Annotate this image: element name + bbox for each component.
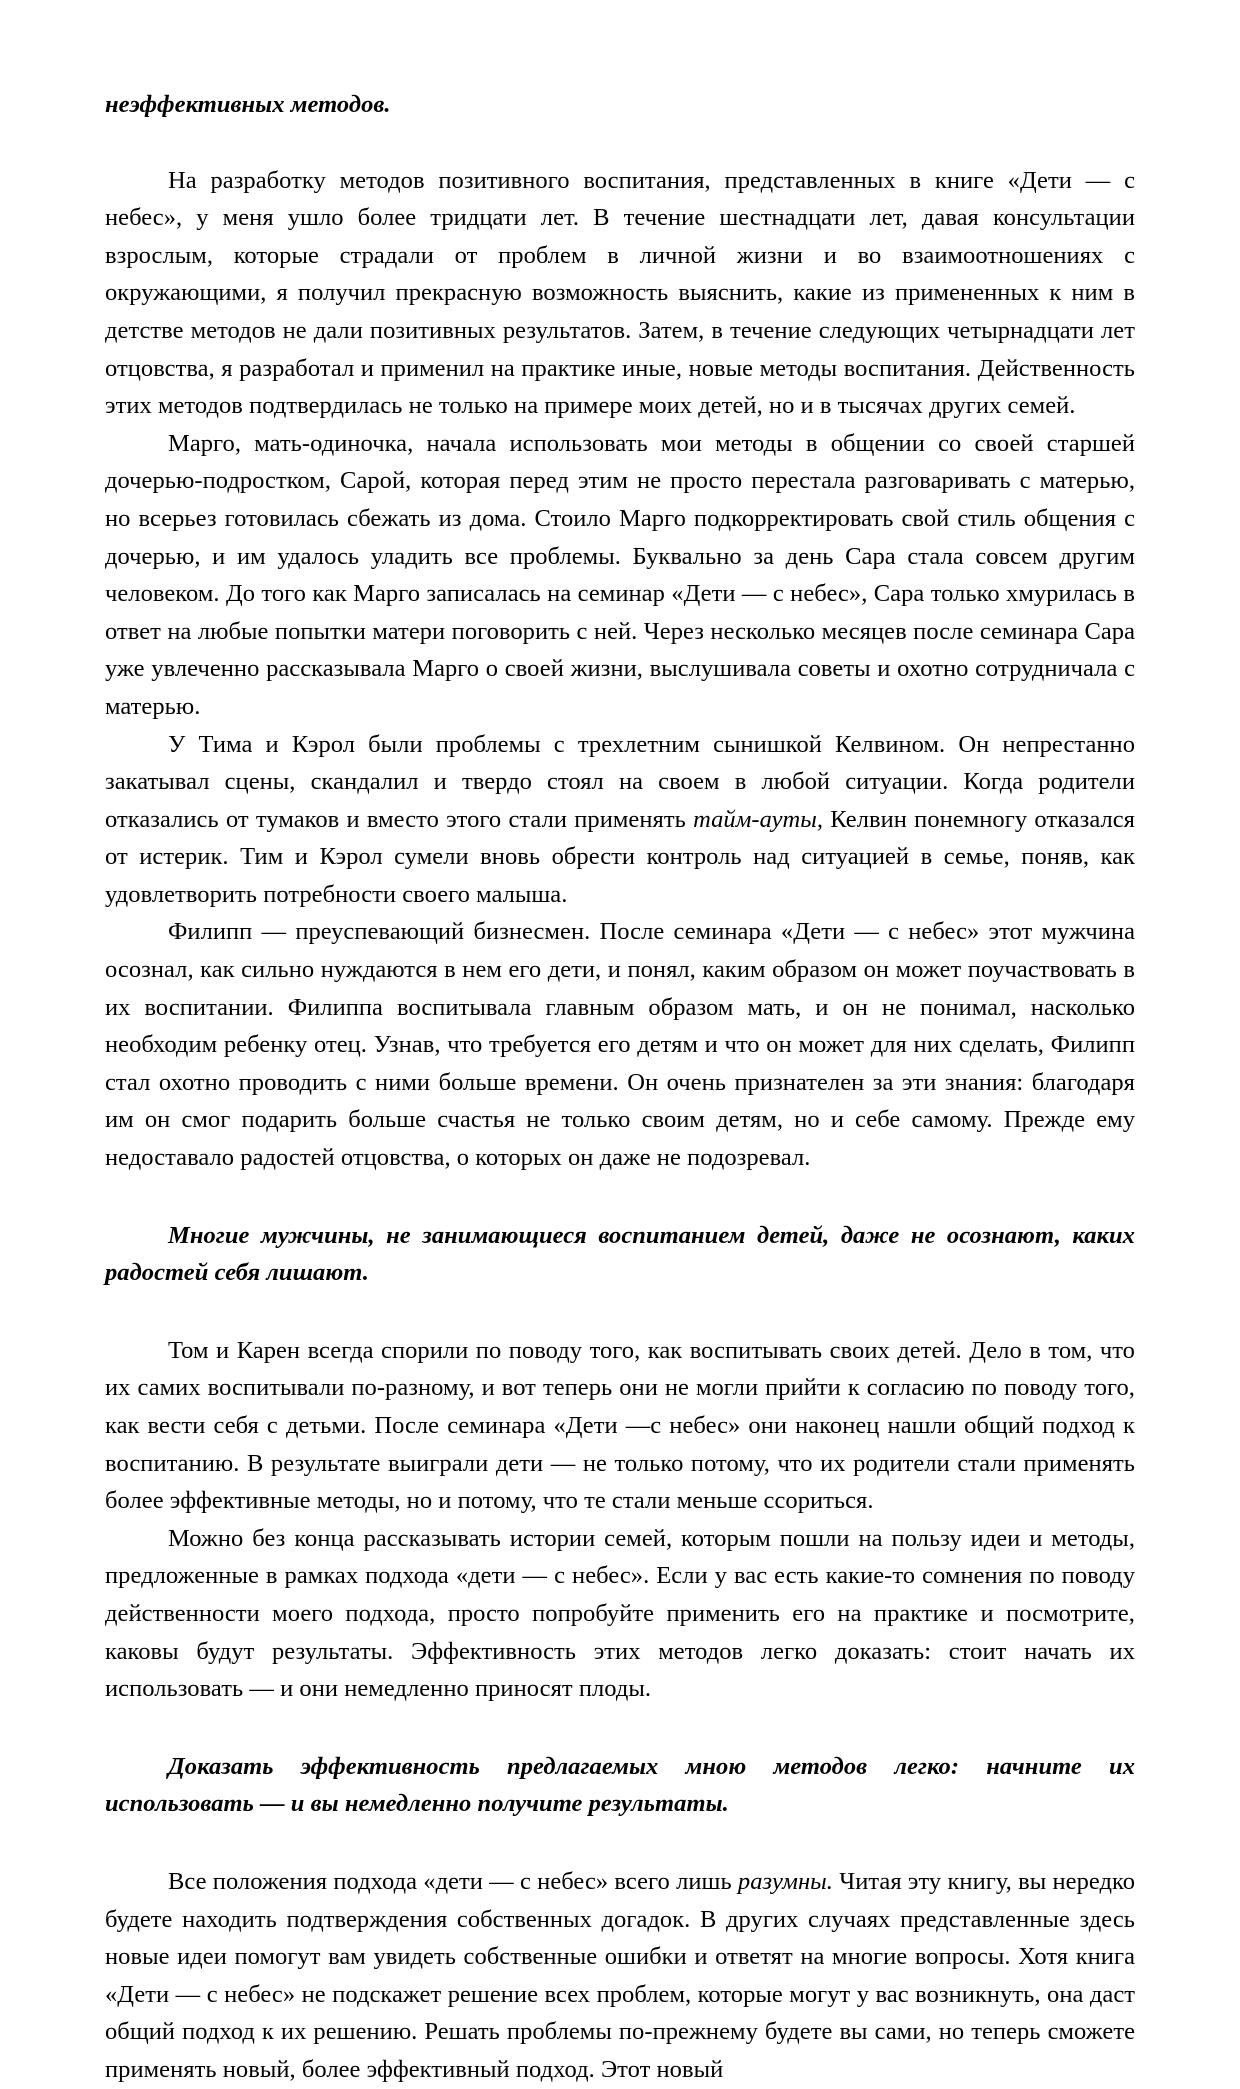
- callout-many-men: Многие мужчины, не занимающиеся воспитанием детей, даже не осознают, каких радостей себя лишают.: [105, 1221, 1135, 1287]
- page-text-column: [105, 86, 1135, 2089]
- paragraph-all-propositions-text-before: Все положения подхода «дети — с небес» всего лишь: [168, 1867, 738, 1895]
- callout-prove-effectiveness: Доказать эффективность предлагаемых мною методов легко: начните их использовать — и вы немедленно получите результаты.: [105, 1752, 1135, 1818]
- emphasis-reasonable: разумны.: [737, 1867, 833, 1895]
- spacer: [105, 1708, 1135, 1748]
- heading-continuation: неэффективных методов.: [105, 91, 391, 118]
- paragraph-all-propositions-text-after: Читая эту книгу, вы нередко будете находить подтверждения собственных догадок. В других случаях представленные здесь новые идеи помогут вам увидеть собственные ошибки и ответят на многие вопросы. Хотя книга «Дети — с небес» не подскажет решение всех проблем, которые могут у вас возникнуть, она даст общий подход к их решению. Решать проблемы по-прежнему будете вы сами, но теперь сможете применять новый, более эффективный подход. Этот новый: [105, 1867, 1135, 2083]
- paragraph-endless-stories: Можно без конца рассказывать истории семей, которым пошли на пользу идеи и методы, предложенные в рамках подхода «дети — с небес». Если у вас есть какие-то сомнения по поводу действенности моего подхода, просто попробуйте применить его на практике и посмотрите, каковы будут результаты. Эффективность этих методов легко доказать: стоит начать их использовать — и они немедленно приносят плоды.: [105, 1524, 1135, 1703]
- paragraph-all-propositions: [105, 1863, 1135, 2089]
- emphasis-time-outs: тайм-ауты,: [693, 805, 824, 833]
- spacer: [105, 1292, 1135, 1332]
- spacer: [105, 1177, 1135, 1217]
- paragraph-tim-carol-text-before: У Тима и Кэрол были проблемы с трехлетним сынишкой Келвином. Он непрестанно закатывал сцены, скандалил и твердо стоял на своем в любой ситуации. Когда родители отказались от тумаков и вместо этого стали применять: [105, 730, 1135, 833]
- paragraph-margo-story: Марго, мать-одиночка, начала использовать мои методы в общении со своей старшей дочерью-подростком, Сарой, которая перед этим не просто перестала разговаривать с матерью, но всерьез готовилась сбежать из дома. Стоило Марго подкорректировать свой стиль общения с дочерью, и им удалось уладить все проблемы. Буквально за день Сара стала совсем другим человеком. До того как Марго записалась на семинар «Дети — с небес», Сара только хмурилась в ответ на любые попытки матери поговорить с ней. Через несколько месяцев после семинара Сара уже увлеченно рассказывала Марго о своей жизни, выслушивала советы и охотно сотрудничала с матерью.: [105, 429, 1135, 720]
- paragraph-philip-story: Филипп — преуспевающий бизнесмен. После семинара «Дети — с небес» этот мужчина осознал, как сильно нуждаются в нем его дети, и понял, каким образом он может поучаствовать в их воспитании. Филиппа воспитывала главным образом мать, и он не понимал, насколько необходим ребенку отец. Узнав, что требуется его детям и что он может для них сделать, Филипп стал охотно проводить с ними больше времени. Он очень признателен за эти знания: благодаря им он смог подарить больше счастья не только своим детям, но и себе самому. Прежде ему недоставало радостей отцовства, о которых он даже не подозревал.: [105, 918, 1135, 1172]
- spacer: [105, 1823, 1135, 1863]
- paragraph-tim-carol-text-after: Келвин понемногу отказался от истерик. Тим и Кэрол сумели вновь обрести контроль над ситуацией в семье, поняв, как удовлетворить потребности своего малыша.: [105, 805, 1135, 908]
- paragraph-intro-methods: На разработку методов позитивного воспитания, представленных в книге «Дети — с небес», у меня ушло более тридцати лет. В течение шестнадцати лет, давая консультации взрослым, которые страдали от проблем в личной жизни и во взаимоотношениях с окружающими, я получил прекрасную возможность выяснить, какие из примененных к ним в детстве методов не дали позитивных результатов. Затем, в течение следующих четырнадцати лет отцовства, я разработал и применил на практике иные, новые методы воспитания. Действенность этих методов подтвердилась не только на примере моих детей, но и в тысячах других семей.: [105, 166, 1135, 420]
- paragraph-tom-karen-story: Том и Карен всегда спорили по поводу того, как воспитывать своих детей. Дело в том, что их самих воспитывали по-разному, и вот теперь они не могли прийти к согласию по поводу того, как вести себя с детьми. После семинара «Дети —с небес» они наконец нашли общий подход к воспитанию. В результате выиграли дети — не только потому, что их родители стали применять более эффективные методы, но и потому, что те стали меньше ссориться.: [105, 1336, 1135, 1515]
- paragraph-tim-carol-story: [105, 726, 1135, 914]
- spacer: [105, 124, 1135, 162]
